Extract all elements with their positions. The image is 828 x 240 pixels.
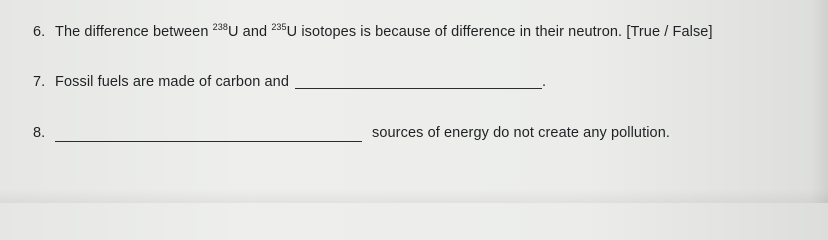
question-text xyxy=(55,24,713,40)
question-text-line xyxy=(55,74,546,90)
question-text-before: The difference between xyxy=(55,24,209,40)
page-edge-shadow xyxy=(810,0,828,203)
answer-blank[interactable] xyxy=(55,141,362,142)
page-bottom-shadow xyxy=(0,189,828,203)
question-number: 8. xyxy=(33,125,46,141)
answer-blank[interactable] xyxy=(295,88,542,89)
question-text: sources of energy do not create any pollution. xyxy=(372,125,671,141)
answer-hint: [True / False] xyxy=(626,24,713,40)
question-number: 6. xyxy=(33,24,46,40)
question-text: Fossil fuels are made of carbon and xyxy=(55,74,290,90)
isotope-mass-number: 235 xyxy=(271,22,287,32)
conjunction: and xyxy=(242,24,268,40)
isotope-symbol: U xyxy=(227,24,239,40)
isotope-symbol: U xyxy=(286,24,298,40)
question-text-after: isotopes is because of difference in their neutron. xyxy=(301,24,623,40)
isotope-mass-number: 238 xyxy=(212,22,228,32)
end-punctuation: . xyxy=(542,74,547,90)
question-number: 7. xyxy=(33,74,46,90)
